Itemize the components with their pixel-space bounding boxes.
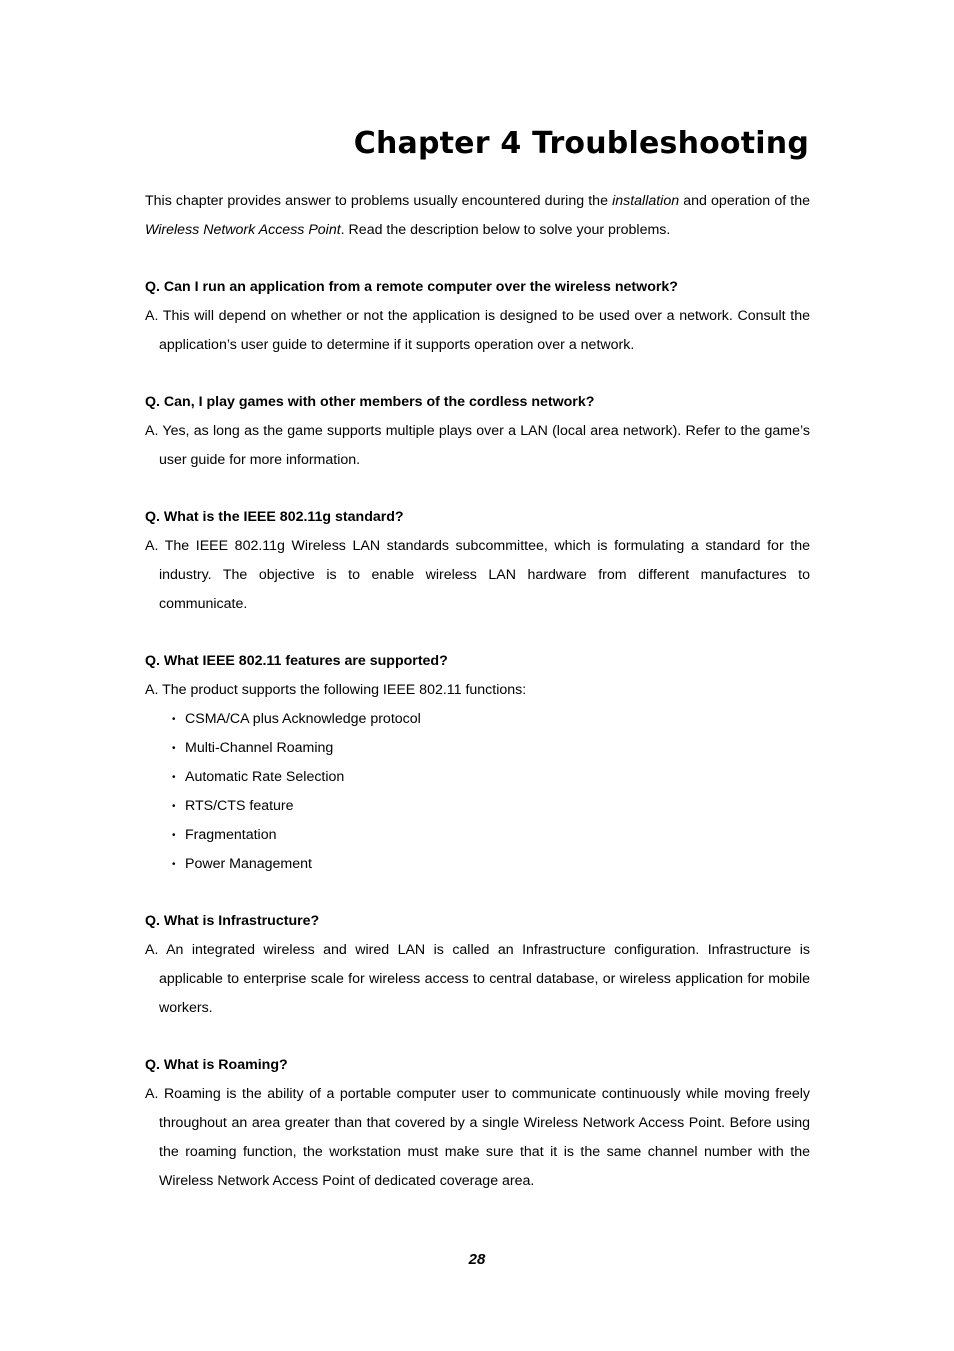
feature-list-item — [172, 705, 810, 734]
faq-answer: A. Yes, as long as the game supports multiple plays over a LAN (local area network). Refer to the game’s user guide for more information. — [145, 423, 810, 468]
bullet-icon: • — [172, 772, 176, 783]
intro-italic-product-name: Wireless Network Access Point — [145, 222, 341, 238]
feature-list-item — [172, 763, 810, 792]
feature-label: Fragmentation — [185, 827, 277, 843]
feature-list — [145, 705, 810, 879]
page-content — [145, 187, 810, 1224]
faq-answer: A. This will depend on whether or not the application is designed to be used over a network. Consult the application’s user guide to determine if it supports operation over a network. — [145, 308, 810, 353]
faq-item-roaming — [145, 1051, 810, 1196]
bullet-icon: • — [172, 714, 176, 725]
feature-list-item — [172, 821, 810, 850]
feature-list-item — [172, 850, 810, 879]
faq-answer: A. The product supports the following IEEE 802.11 functions: — [145, 682, 527, 698]
feature-label: Power Management — [185, 856, 312, 872]
intro-text-1: This chapter provides answer to problems usually encountered during the — [145, 193, 613, 209]
faq-question: Q. What IEEE 802.11 features are supported? — [145, 653, 448, 669]
faq-question: Q. What is Roaming? — [145, 1057, 288, 1073]
bullet-icon: • — [172, 830, 176, 841]
intro-text-2: and operation of the — [679, 193, 810, 209]
bullet-icon: • — [172, 801, 176, 812]
faq-item-infrastructure — [145, 907, 810, 1023]
intro-text-3: . Read the description below to solve your problems. — [340, 222, 671, 238]
faq-item-ieee-standard — [145, 503, 810, 619]
feature-label: Multi-Channel Roaming — [185, 740, 334, 756]
faq-answer: A. The IEEE 802.11g Wireless LAN standards subcommittee, which is formulating a standard for the industry. The objective is to enable wireless LAN hardware from different manufactures to communicate. — [145, 538, 810, 612]
faq-item-remote-application — [145, 273, 810, 360]
feature-label: CSMA/CA plus Acknowledge protocol — [185, 711, 421, 727]
page-number: 28 — [468, 1251, 486, 1268]
feature-list-item — [172, 792, 810, 821]
feature-list-item — [172, 734, 810, 763]
faq-question: Q. What is the IEEE 802.11g standard? — [145, 509, 404, 525]
chapter-title: Chapter 4 Troubleshooting — [353, 126, 809, 161]
feature-label: RTS/CTS feature — [185, 798, 294, 814]
intro-italic-installation: installation — [612, 193, 680, 209]
feature-label: Automatic Rate Selection — [185, 769, 345, 785]
faq-answer: A. An integrated wireless and wired LAN is called an Infrastructure configuration. Infrastructure is applicable to enterprise scale for wireless access to central database, or wireless application for mobile workers. — [145, 942, 810, 1016]
faq-item-features — [145, 647, 810, 879]
faq-question: Q. Can I run an application from a remote computer over the wireless network? — [145, 279, 678, 295]
faq-question: Q. Can, I play games with other members of the cordless network? — [145, 394, 595, 410]
bullet-icon: • — [172, 859, 176, 870]
bullet-icon: • — [172, 743, 176, 754]
intro-paragraph — [145, 187, 810, 245]
faq-answer: A. Roaming is the ability of a portable computer user to communicate continuously while moving freely throughout an area greater than that covered by a single Wireless Network Access Point. Before using the roaming function, the workstation must make sure that it is the same channel number with the Wireless Network Access Point of dedicated coverage area. — [145, 1086, 810, 1189]
faq-question: Q. What is Infrastructure? — [145, 913, 320, 929]
faq-item-games — [145, 388, 810, 475]
